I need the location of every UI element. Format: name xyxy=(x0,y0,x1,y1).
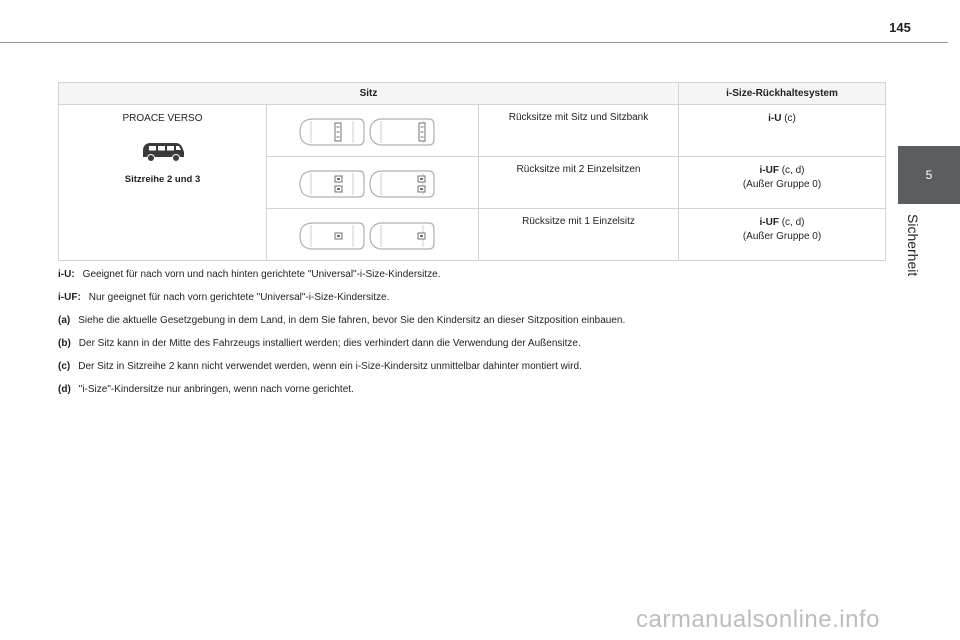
seat-diagram-cell xyxy=(267,209,479,261)
chapter-title: Sicherheit xyxy=(905,214,921,277)
seat-description: Rücksitze mit 2 Einzelsitzen xyxy=(516,164,641,175)
footnote-a xyxy=(58,314,878,328)
footnote-text: "i-Size"-Kindersitze nur anbringen, wenn nach vorne gerichtet. xyxy=(78,384,354,395)
footnote-b xyxy=(58,337,878,351)
isize-seat-table xyxy=(58,82,886,261)
chapter-number: 5 xyxy=(925,168,933,182)
seat-description-cell xyxy=(479,105,679,157)
system-code: i-UF xyxy=(759,217,779,228)
system-note: (Außer Gruppe 0) xyxy=(742,231,822,242)
two-single-seats-diagram-icon xyxy=(297,167,437,201)
watermark: carmanualsonline.info xyxy=(636,606,880,633)
page-number: 145 xyxy=(889,20,911,35)
seat-description: Rücksitze mit 1 Einzelsitz xyxy=(522,216,635,227)
model-cell xyxy=(59,105,267,261)
van-icon xyxy=(140,140,186,164)
model-name: PROACE VERSO xyxy=(122,113,203,124)
header-system: i-Size-Rückhaltesystem xyxy=(679,83,886,105)
footnote-i-u xyxy=(58,268,878,282)
footnote-key: (a) xyxy=(58,315,71,326)
footnote-text: Siehe die aktuelle Gesetzgebung in dem Land, in dem Sie fahren, bevor Sie den Kindersitz an dieser Sitzposition einbauen. xyxy=(78,315,626,326)
footnote-c xyxy=(58,360,878,374)
footnote-text: Geeignet für nach vorn und nach hinten gerichtete "Universal"-i-Size-Kindersitze. xyxy=(82,269,441,280)
seat-description-cell xyxy=(479,157,679,209)
footnote-text: Nur geeignet für nach vorn gerichtete "Universal"-i-Size-Kindersitze. xyxy=(88,292,390,303)
footnote-key: (b) xyxy=(58,338,71,349)
rows-label: Sitzreihe 2 und 3 xyxy=(124,174,201,185)
footnote-key: i-UF: xyxy=(58,292,81,303)
system-cell xyxy=(679,209,886,261)
seat-diagram-cell xyxy=(267,157,479,209)
table-header-row xyxy=(59,83,886,105)
footnote-i-uf xyxy=(58,291,878,305)
seat-description-cell xyxy=(479,209,679,261)
table-row xyxy=(59,105,886,157)
system-code: i-UF xyxy=(759,165,779,176)
header-seat: Sitz xyxy=(59,83,679,105)
bench-seat-diagram-icon xyxy=(297,115,437,149)
seat-diagram-cell xyxy=(267,105,479,157)
chapter-tab[interactable] xyxy=(898,146,960,204)
footnote-text: Der Sitz kann in der Mitte des Fahrzeugs installiert werden; dies verhindert dann die Verwendung der Außensitze. xyxy=(78,338,581,349)
system-cell xyxy=(679,157,886,209)
one-single-seat-diagram-icon xyxy=(297,219,437,253)
footnote-d xyxy=(58,383,878,397)
system-code: i-U xyxy=(768,113,782,124)
system-note: (Außer Gruppe 0) xyxy=(742,179,822,190)
footnote-key: i-U: xyxy=(58,269,75,280)
seat-description: Rücksitze mit Sitz und Sitzbank xyxy=(508,112,649,123)
header-divider xyxy=(0,42,948,43)
system-suffix: (c, d) xyxy=(778,217,805,228)
footnote-text: Der Sitz in Sitzreihe 2 kann nicht verwendet werden, wenn ein i-Size-Kindersitz unmittelbar dahinter montiert wird. xyxy=(78,361,582,372)
footnote-key: (c) xyxy=(58,361,71,372)
footnotes xyxy=(58,268,878,406)
system-suffix: (c, d) xyxy=(778,165,805,176)
footnote-key: (d) xyxy=(58,384,71,395)
system-suffix: (c) xyxy=(781,113,796,124)
system-cell xyxy=(679,105,886,157)
